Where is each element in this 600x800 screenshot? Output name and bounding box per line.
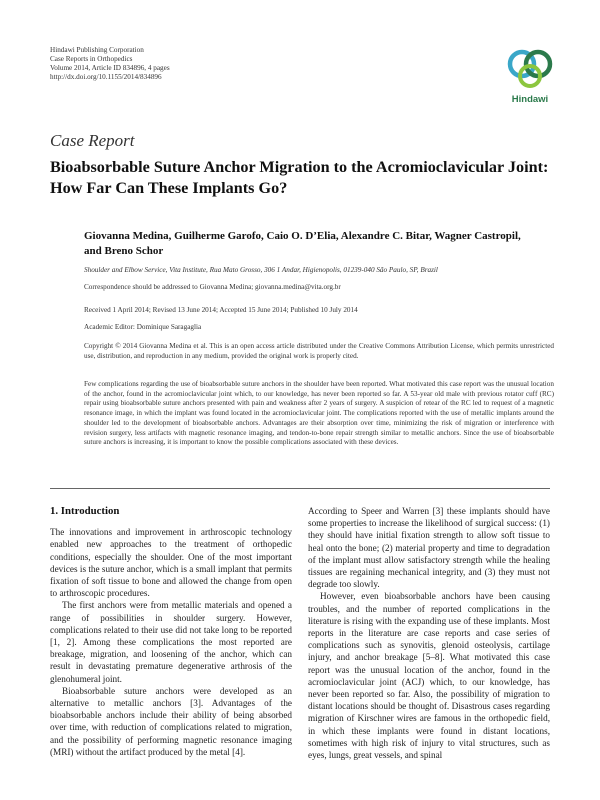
copyright-notice: Copyright © 2014 Giovanna Medina et al. This is an open access article distributed under the Creative Commons Attribution License, which permits unrestricted use, distribution, and reproduction in any medium, provided the original work is properly cited. xyxy=(84,342,554,360)
paragraph: The first anchors were from metallic materials and opened a range of possibilities in shoulder surgery. However, complications related to their use did not take long to be reported [1, 2]. Among these complications the most reported are breakage, migration, and loosening of the anchor, which can result in devastating premature degenerative arthrosis of the glenohumeral joint. xyxy=(50,600,292,684)
correspondence: Correspondence should be addressed to Giovanna Medina; giovanna.medina@vita.org.br xyxy=(84,283,341,291)
article-title: Bioabsorbable Suture Anchor Migration to the Acromioclavicular Joint: How Far Can These Implants Go? xyxy=(50,158,549,197)
article-type: Case Report xyxy=(50,131,135,150)
author-list: Giovanna Medina, Guilherme Garofo, Caio O. D’Elia, Alexandre C. Bitar, Wagner Castropil, and Breno Schor xyxy=(84,230,521,257)
doi-link[interactable]: http://dx.doi.org/10.1155/2014/834896 xyxy=(50,73,162,81)
journal-name: Case Reports in Orthopedics xyxy=(50,55,133,63)
logo-text: Hindawi xyxy=(511,94,549,105)
affiliation: Shoulder and Elbow Service, Vita Institute, Rua Mato Grosso, 306 1 Andar, Higienopolis, 01239-040 São Paulo, SP, Brazil xyxy=(84,266,438,274)
hindawi-logo xyxy=(505,44,555,104)
hindawi-logo-icon xyxy=(505,44,555,92)
publication-dates: Received 1 April 2014; Revised 13 June 2014; Accepted 15 June 2014; Published 10 July 2014 xyxy=(84,306,358,314)
section-title: 1. Introduction xyxy=(50,505,120,517)
section-divider xyxy=(50,488,550,489)
paragraph: According to Speer and Warren [3] these implants should have some properties to increase the likelihood of surgical success: (1) they should have initial fixation strength to allow soft tissue to heal onto the bone; (2) material property and time to degradation of the implant must allow satisfactory strength while the healing tissues are regaining mechanical integrity, and (3) they must not degrade too slowly. xyxy=(308,506,550,590)
paragraph: However, even bioabsorbable anchors have been causing troubles, and the number of reported complications in the literature is rising with the expanding use of these implants. Most reports in the literature are case reports and case series of complications such as synovitis, glenoid osteolysis, cartilage injury, and anchor breakage [5–8]. What motivated this case report was the unusual location of the anchor, found in the acromioclavicular joint (ACJ) which, to our knowledge, has never been reported so far. Also, the possibility of migration to distant locations should be thought of. Disastrous cases regarding migration of Kirschner wires are famous in the orthopedic field, in which these implants were found in distant locations, sometimes with high risk of injury to vital structures, such as eyes, lungs, great vessels, and spinal xyxy=(308,591,550,761)
volume-info: Volume 2014, Article ID 834896, 4 pages xyxy=(50,64,170,72)
paragraph: The innovations and improvement in arthroscopic technology enabled new approaches to the treatment of orthopedic conditions, especially the shoulder. One of the most important devices is the suture anchor, which is a small implant that permits fixation of soft tissue to bone and allowed the change from open to arthroscopic procedures. xyxy=(50,527,292,599)
right-column xyxy=(308,505,550,761)
abstract: Few complications regarding the use of bioabsorbable suture anchors in the shoulder have been reported. What motivated this case report was the unusual location of the anchor, found in the acromioclavicular joint which, to our knowledge, has never been reported so far. A 53-year old male with previous rotator cuff (RC) repair using bioabsorbable suture anchors presented with pain and weakness after 2 years of surgery. A suspicion of retear of the RC led to request of a magnetic resonance image, in which the implant was found located in the acromioclavicular joint. The complications reported with the use of metallic implants around the shoulder led to the development of bioabsorbable anchors. Advantages are their absorption over time, minimizing the risk of migration or interference with revision surgery, less artifacts with magnetic resonance imaging, and tendon-to-bone repair strength similar to metallic anchors. Since the use of bioabsorbable suture anchors is increasing, it is important to know the possible complications associated with these devices. xyxy=(84,380,554,447)
academic-editor: Academic Editor: Dominique Saragaglia xyxy=(84,323,202,331)
paragraph: Bioabsorbable suture anchors were developed as an alternative to metallic anchors [3]. Advantages of the bioabsorbable anchors include their ability of being absorbed over time, with reduction of complications related to migration, and the possibility of performing magnetic resonance imaging (MRI) without the artifact produced by the metal [4]. xyxy=(50,685,292,757)
journal-header xyxy=(50,46,170,82)
publisher: Hindawi Publishing Corporation xyxy=(50,46,144,54)
left-column xyxy=(50,505,292,758)
